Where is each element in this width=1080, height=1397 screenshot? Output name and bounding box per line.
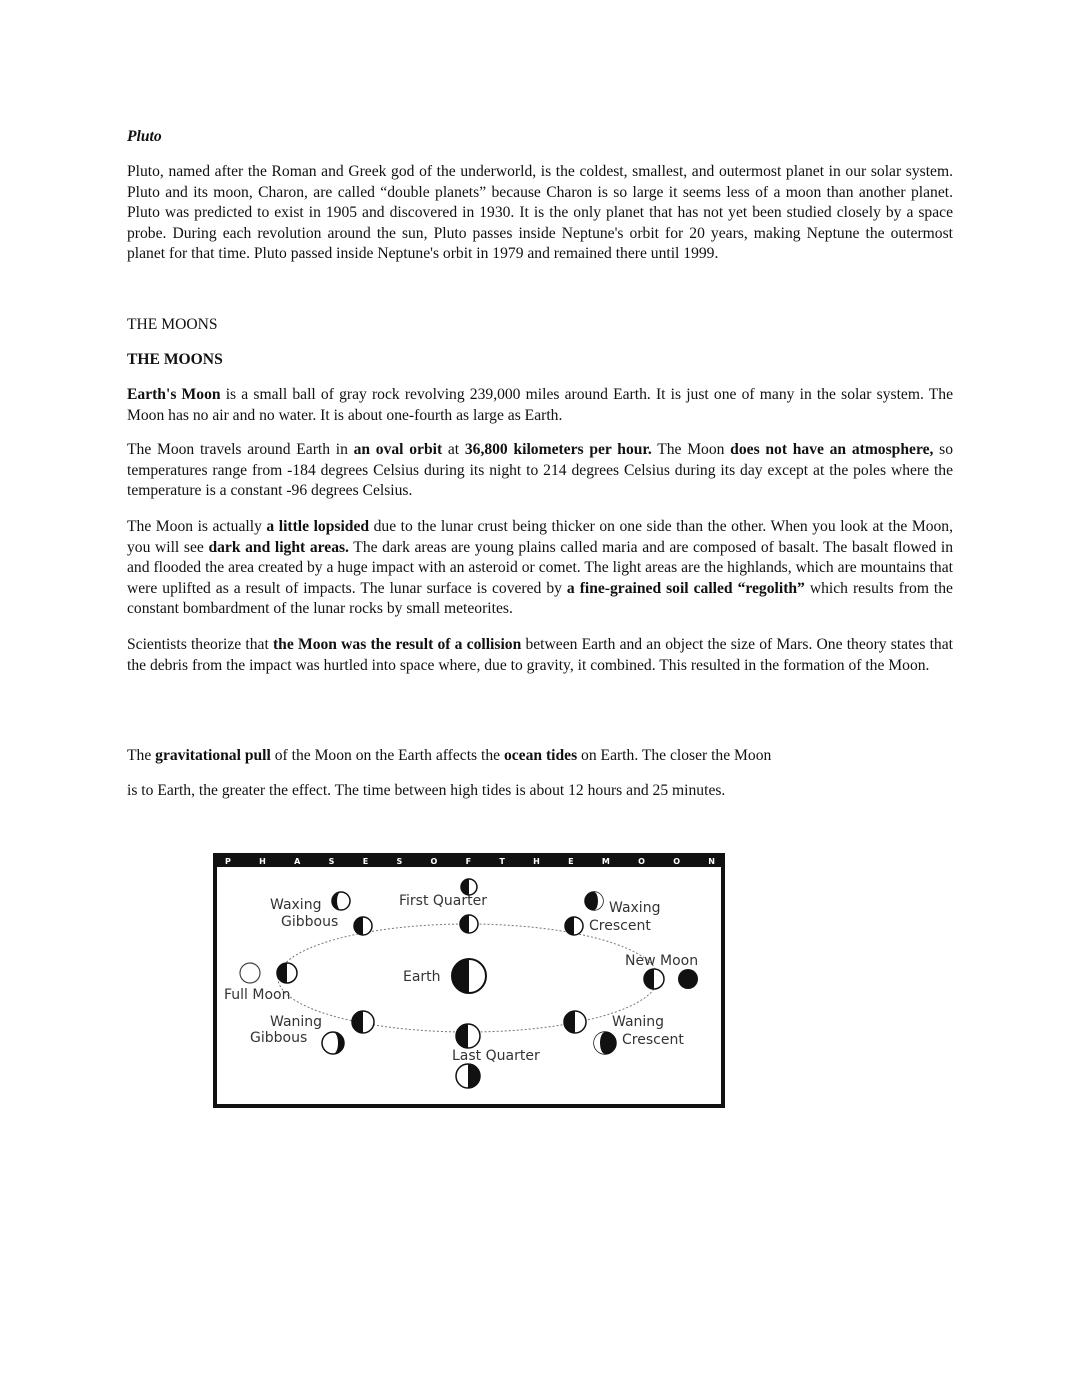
waxing-gibbous-phase-icon <box>332 892 350 910</box>
waning-gibbous-phase-icon <box>322 1032 344 1054</box>
moon-orbit-left-icon <box>277 963 297 983</box>
text-run: on Earth. The closer the Moon <box>577 747 772 764</box>
text-run: The Moon <box>651 441 731 458</box>
label-waxing-crescent-line1: Waxing <box>609 900 661 916</box>
pluto-heading <box>127 127 953 148</box>
text-run: Scientists theorize that <box>127 636 273 653</box>
label-new-moon: New Moon <box>625 953 699 969</box>
moons-heading-bold <box>127 350 953 371</box>
bold-phrase: ocean tides <box>503 747 578 764</box>
moon-surface-paragraph <box>127 517 953 620</box>
full-moon-phase-icon <box>240 963 260 983</box>
label-waning-crescent-line1: Waning <box>612 1014 665 1030</box>
label-last-quarter: Last Quarter <box>452 1048 540 1064</box>
moon-orbit-paragraph <box>127 440 953 502</box>
text-run: of the Moon on the Earth affects the <box>270 747 504 764</box>
moon-orbit-top-left-icon <box>354 917 372 935</box>
label-waxing-gibbous-line1: Waxing <box>270 897 322 913</box>
moon-orbit-right-icon <box>644 969 664 989</box>
waning-crescent-phase-icon <box>594 1032 616 1054</box>
moon-orbit-bottom-right-icon <box>564 1011 586 1033</box>
waxing-crescent-phase-icon <box>585 892 603 910</box>
bold-phrase: dark and light areas. <box>208 538 349 556</box>
label-first-quarter: First Quarter <box>399 893 487 909</box>
last-quarter-phase-icon <box>456 1064 480 1088</box>
text-run: between Earth and an object the size of Mars. One theory states that the debris from the impact was hurtled into space where, due to gravity, it combined. This resulted in the formation of the Moon. <box>127 636 953 674</box>
new-moon-phase-icon <box>678 969 698 989</box>
label-waxing-crescent-line2: Crescent <box>589 918 651 934</box>
moons-heading-plain <box>127 315 953 336</box>
bold-phrase: does not have an atmosphere, <box>730 441 934 458</box>
label-full-moon: Full Moon <box>224 987 291 1003</box>
moon-origin-paragraph <box>127 635 953 676</box>
text-run: due to the lunar crust being thicker on one side than the other. When you look at the Moon, you will see <box>127 518 953 556</box>
pluto-paragraph: Pluto, named after the Roman and Greek god of the underworld, is the coldest, smallest, and outermost planet in our solar system. Pluto and its moon, Charon, are called “double planets” because Charon is so large it seems less of a moon than another planet. Pluto was predicted to exist in 1905 and discovered in 1930. It is the only planet that has not yet been studied closely by a space probe. During each revolution around the sun, Pluto passes inside Neptune's orbit for 20 years, making Neptune the outermost planet for that time. Pluto passed inside Neptune's orbit in 1979 and remained there until 1999. <box>127 163 953 263</box>
label-waning-gibbous-line2: Gibbous <box>250 1030 308 1046</box>
moon-phases-svg <box>213 853 725 1108</box>
moon-orbit-bottom-icon <box>456 1024 480 1048</box>
label-waxing-gibbous-line2: Gibbous <box>281 914 339 930</box>
text-run: at <box>442 441 465 458</box>
label-waning-gibbous-line1: Waning <box>270 1014 323 1030</box>
label-waning-crescent-line2: Crescent <box>622 1032 684 1048</box>
pluto-heading-text: Pluto <box>127 128 162 145</box>
text-run: The Moon travels around Earth in <box>127 441 354 458</box>
bold-phrase: a little lopsided <box>266 518 370 535</box>
moons-heading-bold-text: THE MOONS <box>127 351 223 368</box>
text-run: so temperatures range from -184 degrees Celsius during its night to 214 degrees Celsius during its day except at the poles where the temperature is a constant -96 degrees Celsius. <box>127 441 953 500</box>
moon-orbit-top-right-icon <box>565 917 583 935</box>
label-earth: Earth <box>403 969 441 985</box>
bold-phrase: Earth's Moon <box>127 386 221 403</box>
earths-moon-paragraph <box>127 385 953 426</box>
moon-orbit-top-icon <box>460 915 478 933</box>
band-title: P H A S E S O F T H E M O O N <box>225 857 715 866</box>
moon-phases-diagram <box>213 853 725 1108</box>
text-run: The dark areas are young plains called maria and are composed of basalt. The basalt flowed in and flooded the area created by a huge impact with an asteroid or comet. The light areas are the highlands, which are mountains that were uplifted as a result of impacts. The lunar surface is covered by <box>127 538 953 597</box>
bold-phrase: a fine-grained soil called “regolith” <box>566 579 805 597</box>
moons-heading-plain-text: THE MOONS <box>127 316 218 333</box>
earth-icon <box>452 959 486 993</box>
text-run: The <box>127 747 156 764</box>
bold-phrase: 36,800 kilometers per hour. <box>464 441 652 458</box>
bold-phrase: gravitational pull <box>155 747 271 764</box>
text-run: is a small ball of gray rock revolving 239,000 miles around Earth. It is just one of many in the solar system. The Moon has no air and no water. It is about one-fourth as large as Earth. <box>127 386 953 424</box>
moon-orbit-bottom-left-icon <box>352 1011 374 1033</box>
tides-paragraph-line-1 <box>127 746 953 767</box>
bold-phrase: an oval orbit <box>353 441 443 458</box>
tides-paragraph-line-2: is to Earth, the greater the effect. The time between high tides is about 12 hours and 25 minutes. <box>127 782 726 799</box>
text-run: which results from the constant bombardment of the lunar rocks by small meteorites. <box>127 579 953 618</box>
bold-phrase: the Moon was the result of a collision <box>272 636 522 653</box>
text-run: The Moon is actually <box>127 518 267 535</box>
